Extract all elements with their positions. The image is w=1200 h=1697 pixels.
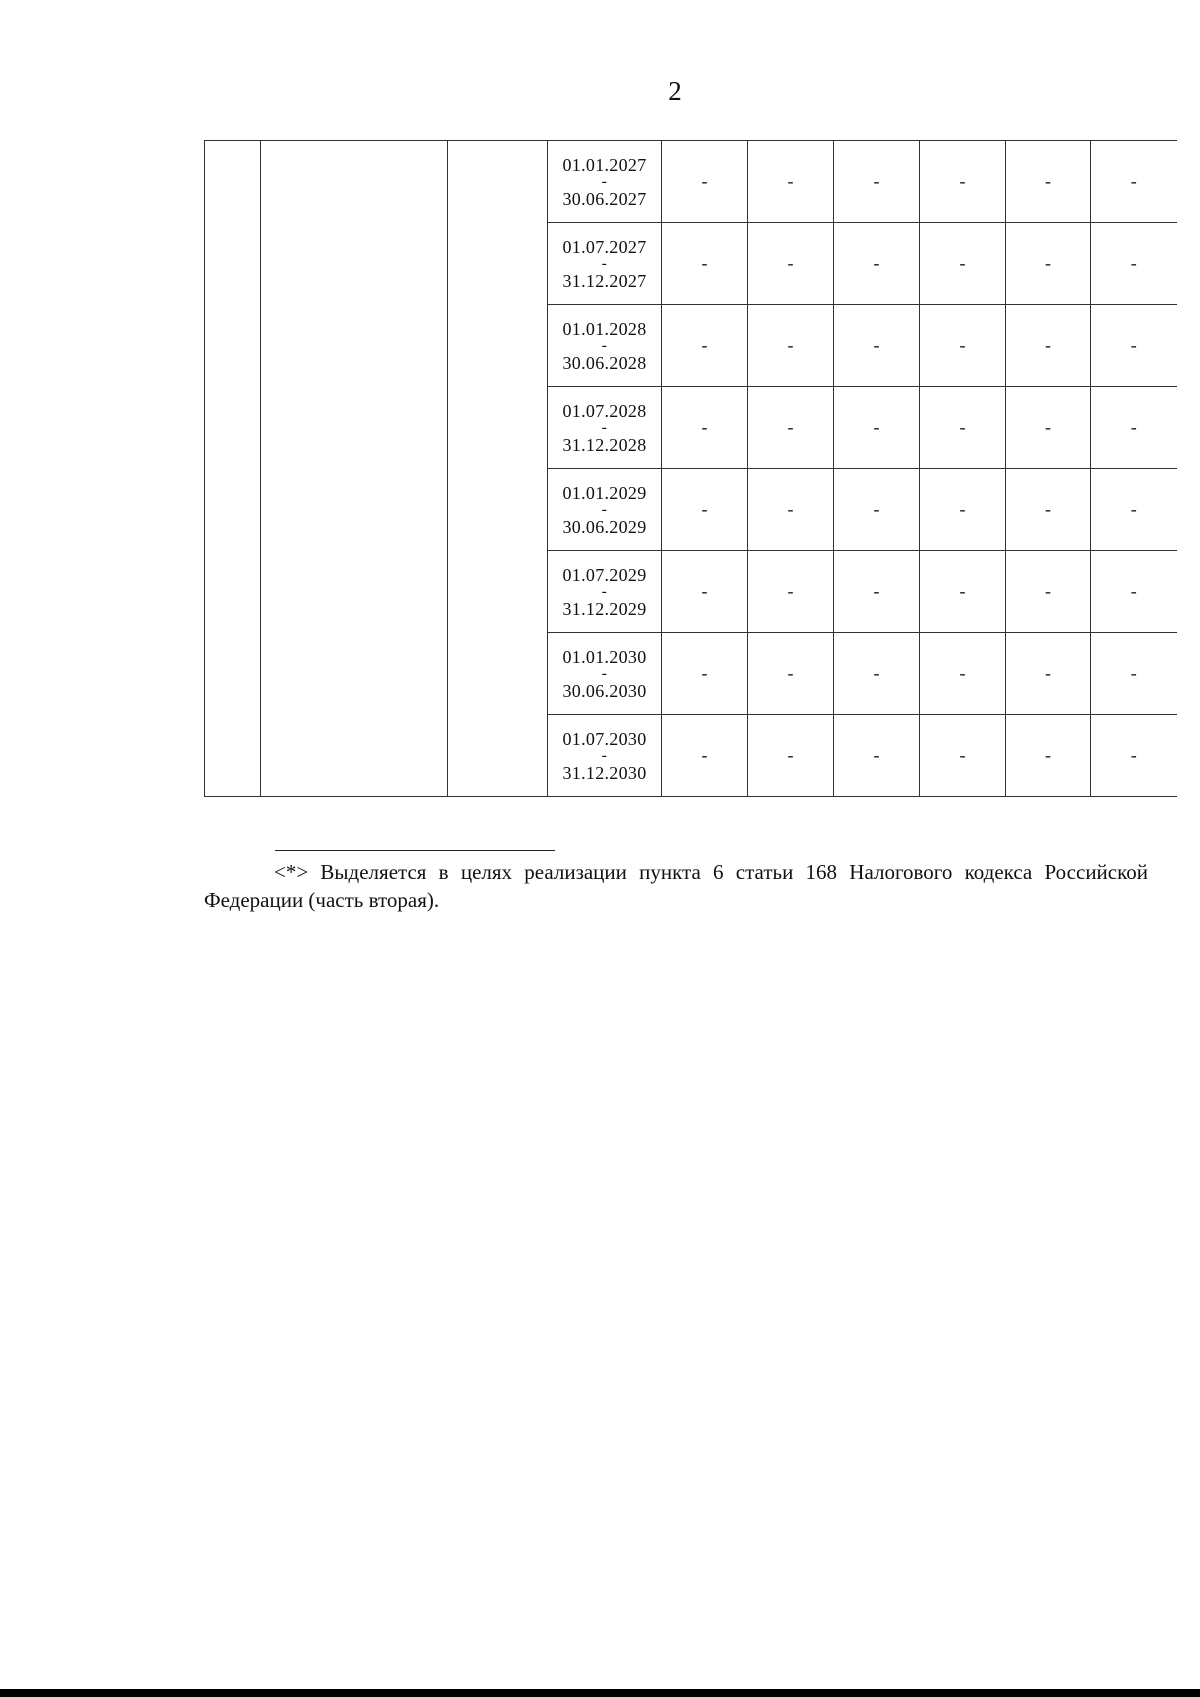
value-cell: - (834, 469, 920, 551)
value-cell: - (748, 223, 834, 305)
value-cell: - (834, 141, 920, 223)
period-separator: - (601, 746, 608, 764)
period-separator: - (601, 172, 608, 190)
value-cell: - (834, 305, 920, 387)
value-cell: - (1006, 633, 1091, 715)
period-separator: - (601, 664, 608, 682)
value-cell: - (748, 633, 834, 715)
value-cell: - (1091, 141, 1177, 223)
value-cell: - (1006, 223, 1091, 305)
tariff-table (204, 140, 1177, 797)
value-cell: - (662, 305, 748, 387)
period-separator: - (601, 582, 608, 600)
value-cell: - (920, 715, 1006, 797)
period-start: 01.01.2029 (562, 482, 647, 503)
value-cell: - (1006, 551, 1091, 633)
period-end: 30.06.2030 (562, 680, 647, 701)
footnote-text: <*> Выделяется в целях реализации пункта 6 статьи 168 Налогового кодекса Российской Федерации (часть вторая). (204, 860, 1148, 912)
scan-bottom-edge (0, 1689, 1200, 1697)
period-cell (548, 469, 662, 551)
value-cell: - (920, 387, 1006, 469)
value-cell: - (834, 633, 920, 715)
value-cell: - (662, 715, 748, 797)
value-cell: - (662, 223, 748, 305)
value-cell: - (834, 223, 920, 305)
footnote-divider (275, 850, 555, 851)
value-cell: - (662, 387, 748, 469)
period-start: 01.01.2030 (562, 646, 647, 667)
value-cell: - (1006, 141, 1091, 223)
period-start: 01.07.2029 (562, 564, 647, 585)
table-body (205, 141, 1177, 797)
category-column-cell (448, 141, 548, 797)
period-end: 30.06.2028 (562, 352, 647, 373)
period-start: 01.07.2028 (562, 400, 647, 421)
period-end: 31.12.2029 (562, 598, 647, 619)
value-cell: - (1006, 715, 1091, 797)
value-cell: - (1091, 551, 1177, 633)
value-cell: - (748, 141, 834, 223)
period-end: 31.12.2027 (562, 270, 647, 291)
period-start: 01.07.2027 (562, 236, 647, 257)
period-cell (548, 633, 662, 715)
value-cell: - (662, 633, 748, 715)
period-separator: - (601, 500, 608, 518)
period-start: 01.01.2028 (562, 318, 647, 339)
page-number: 2 (668, 76, 682, 106)
period-cell (548, 223, 662, 305)
value-cell: - (662, 141, 748, 223)
value-cell: - (748, 305, 834, 387)
period-start: 01.07.2030 (562, 728, 647, 749)
value-cell: - (662, 469, 748, 551)
period-cell (548, 715, 662, 797)
value-cell: - (662, 551, 748, 633)
name-column-cell (261, 141, 448, 797)
value-cell: - (834, 551, 920, 633)
value-cell: - (1006, 387, 1091, 469)
value-cell: - (1006, 469, 1091, 551)
period-separator: - (601, 254, 608, 272)
value-cell: - (834, 387, 920, 469)
period-separator: - (601, 336, 608, 354)
value-cell: - (1091, 305, 1177, 387)
value-cell: - (920, 141, 1006, 223)
value-cell: - (920, 469, 1006, 551)
value-cell: - (748, 551, 834, 633)
period-end: 31.12.2028 (562, 434, 647, 455)
value-cell: - (1091, 223, 1177, 305)
value-cell: - (1006, 305, 1091, 387)
period-start: 01.01.2027 (562, 154, 647, 175)
period-cell (548, 387, 662, 469)
period-cell (548, 551, 662, 633)
period-separator: - (601, 418, 608, 436)
value-cell: - (920, 551, 1006, 633)
value-cell: - (920, 223, 1006, 305)
value-cell: - (748, 715, 834, 797)
table-row (205, 141, 1177, 223)
value-cell: - (834, 715, 920, 797)
value-cell: - (1091, 387, 1177, 469)
period-cell (548, 305, 662, 387)
period-end: 31.12.2030 (562, 762, 647, 783)
period-end: 30.06.2027 (562, 188, 647, 209)
value-cell: - (748, 387, 834, 469)
value-cell: - (1091, 715, 1177, 797)
period-cell (548, 141, 662, 223)
value-cell: - (748, 469, 834, 551)
value-cell: - (1091, 633, 1177, 715)
period-end: 30.06.2029 (562, 516, 647, 537)
value-cell: - (1091, 469, 1177, 551)
number-column-cell (205, 141, 261, 797)
value-cell: - (920, 305, 1006, 387)
value-cell: - (920, 633, 1006, 715)
